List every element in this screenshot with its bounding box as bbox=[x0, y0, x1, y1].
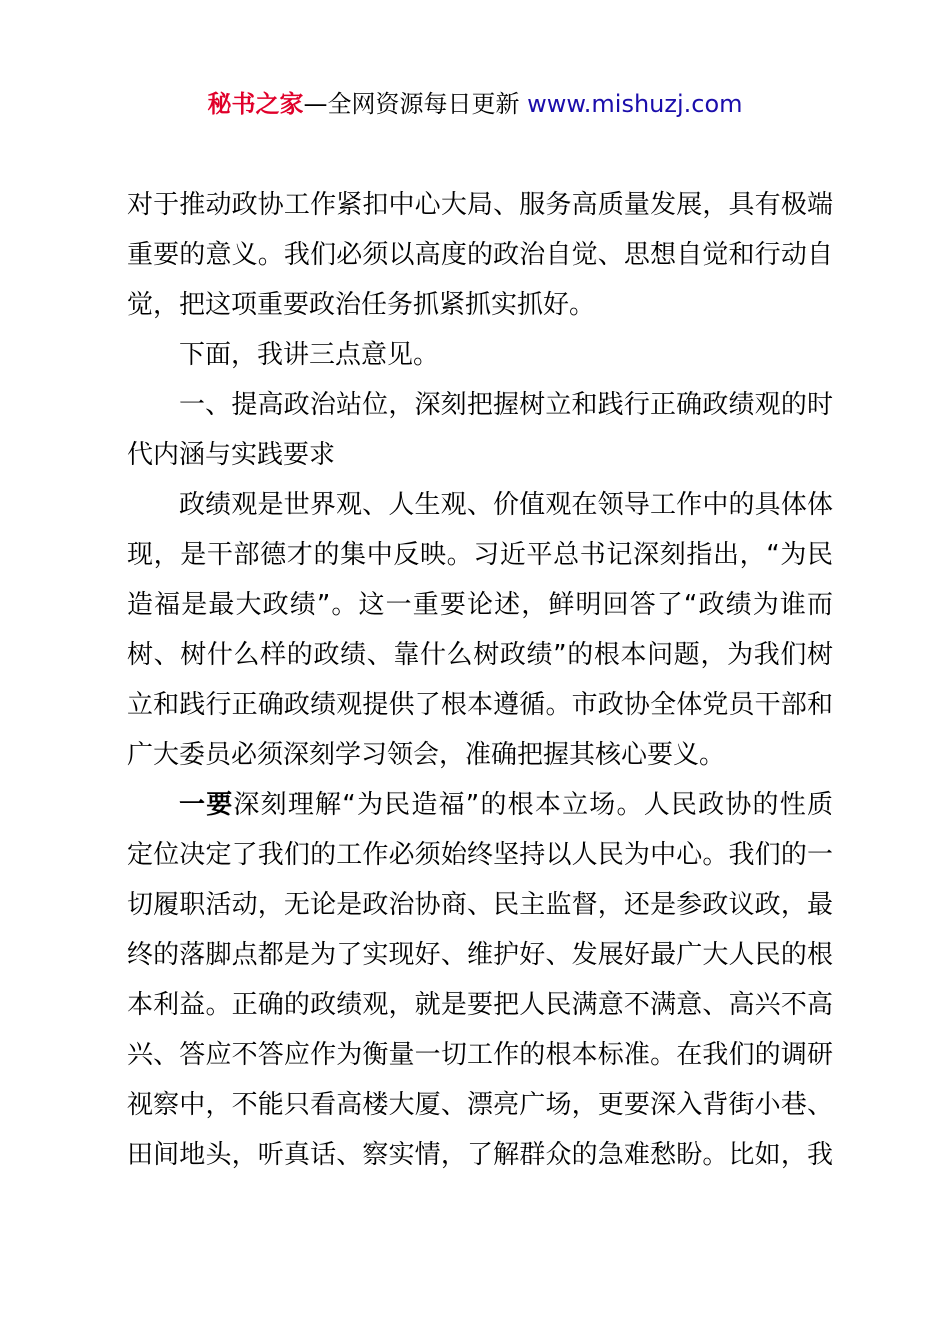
text-line: 重要的意义。我们必须以高度的政治自觉、思想自觉和行动自 bbox=[127, 240, 833, 270]
text-line: 现，是干部德才的集中反映。习近平总书记深刻指出，“为民 bbox=[127, 540, 833, 570]
text-line: 切履职活动，无论是政治协商、民主监督，还是参政议政，最 bbox=[127, 890, 833, 920]
section-heading: 一、提高政治站位，深刻把握树立和践行正确政绩观的时 bbox=[179, 390, 833, 420]
bold-lead: 一要 bbox=[179, 790, 234, 820]
text-line: 立和践行正确政绩观提供了根本遵循。市政协全体党员干部和 bbox=[127, 690, 833, 720]
point-one-text: 深刻理解“为民造福”的根本立场。人民政协的性质 bbox=[233, 790, 833, 820]
text-line: 政绩观是世界观、人生观、价值观在领导工作中的具体体 bbox=[179, 490, 833, 520]
text-line: 广大委员必须深刻学习领会，准确把握其核心要义。 bbox=[127, 740, 726, 770]
text-line: 终的落脚点都是为了实现好、维护好、发展好最广大人民的根 bbox=[127, 940, 833, 970]
text-line: 视察中，不能只看高楼大厦、漂亮广场，更要深入背街小巷、 bbox=[127, 1090, 833, 1120]
paragraph-point-one bbox=[127, 780, 833, 830]
site-tagline: —全网资源每日更新 bbox=[303, 90, 528, 118]
page-header bbox=[0, 86, 950, 122]
section-heading-continued: 代内涵与实践要求 bbox=[127, 440, 336, 470]
paragraph-intro: 下面，我讲三点意见。 bbox=[179, 340, 440, 370]
text-line: 造福是最大政绩”。这一重要论述，鲜明回答了“政绩为谁而 bbox=[127, 590, 833, 620]
text-line: 田间地头，听真话、察实情，了解群众的急难愁盼。比如，我 bbox=[127, 1140, 833, 1170]
text-line: 定位决定了我们的工作必须始终坚持以人民为中心。我们的一 bbox=[127, 840, 833, 870]
text-line: 树、树什么样的政绩、靠什么树政绩”的根本问题，为我们树 bbox=[127, 640, 833, 670]
text-line: 本利益。正确的政绩观，就是要把人民满意不满意、高兴不高 bbox=[127, 990, 833, 1020]
text-line: 对于推动政协工作紧扣中心大局、服务高质量发展，具有极端 bbox=[127, 190, 833, 220]
site-url[interactable]: www.mishuzj.com bbox=[527, 90, 743, 118]
text-line: 兴、答应不答应作为衡量一切工作的根本标准。在我们的调研 bbox=[127, 1040, 833, 1070]
text-line: 觉，把这项重要政治任务抓紧抓实抓好。 bbox=[127, 290, 596, 320]
document-body bbox=[127, 180, 833, 1180]
site-brand: 秘书之家 bbox=[207, 90, 304, 118]
